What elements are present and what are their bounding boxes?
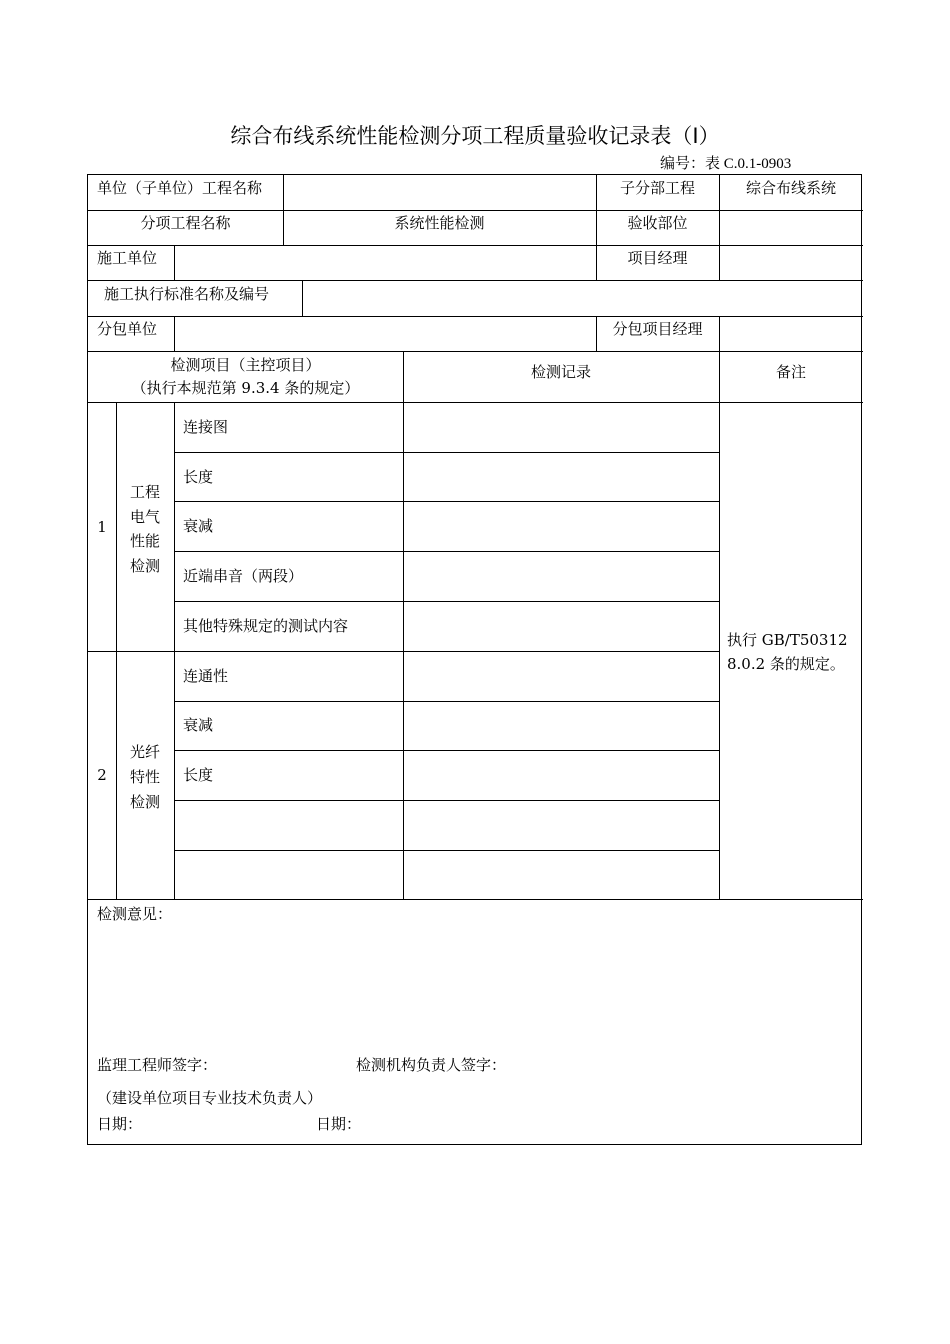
remark-header: 备注: [775, 363, 806, 381]
inspection-record-header: 检测记录: [530, 363, 591, 381]
supervisor-signature-label: 监理工程师签字：: [97, 1056, 218, 1074]
group-name: 光纤 特性 检测: [129, 743, 160, 811]
sub-project-manager-label: 分包项目经理: [612, 320, 703, 338]
acceptance-location-label: 验收部位: [627, 214, 688, 232]
owner-representative-note: （建设单位项目专业技术负责人）: [97, 1089, 323, 1107]
project-manager-label: 项目经理: [627, 249, 688, 267]
document-title: 综合布线系统性能检测分项工程质量验收记录表（Ⅰ）: [230, 124, 720, 148]
group-number: 2: [97, 766, 107, 784]
group-name: 工程 电气 性能 检测: [129, 483, 160, 575]
remark-text: 执行 GB/T50312 8.0.2 条的规定。: [727, 631, 848, 673]
acceptance-record-table: [87, 174, 862, 1145]
construction-unit-label: 施工单位: [97, 249, 158, 267]
inspection-item: 近端串音（两段）: [183, 567, 304, 585]
inspection-item-header-note: （执行本规范第 9.3.4 条的规定）: [131, 379, 360, 397]
subcontractor-label: 分包单位: [97, 320, 158, 338]
form-code: 编号：表 C.0.1-0903: [660, 156, 792, 172]
date-label-right: 日期：: [316, 1115, 362, 1133]
inspection-opinion-label: 检测意见：: [97, 905, 173, 923]
sub-item-name-label: 分项工程名称: [140, 214, 231, 232]
unit-project-name-label: 单位（子单位）工程名称: [97, 179, 263, 197]
inspection-item: 衰减: [183, 517, 214, 535]
inspection-item: 衰减: [183, 716, 214, 734]
sub-item-name-value: 系统性能检测: [394, 214, 485, 232]
date-label-left: 日期：: [97, 1115, 143, 1133]
sub-division-label: 子分部工程: [619, 179, 695, 197]
inspection-item: 其他特殊规定的测试内容: [183, 617, 349, 635]
inspection-item: 长度: [183, 766, 214, 784]
group-number: 1: [97, 518, 107, 536]
standard-name-label: 施工执行标准名称及编号: [104, 285, 270, 303]
inspection-item: 长度: [183, 468, 214, 486]
agency-signature-label: 检测机构负责人签字：: [356, 1056, 507, 1074]
inspection-item: 连通性: [183, 667, 229, 685]
inspection-item-header: 检测项目（主控项目）: [170, 356, 321, 374]
inspection-item: 连接图: [183, 418, 229, 436]
sub-division-value: 综合布线系统: [745, 179, 836, 197]
